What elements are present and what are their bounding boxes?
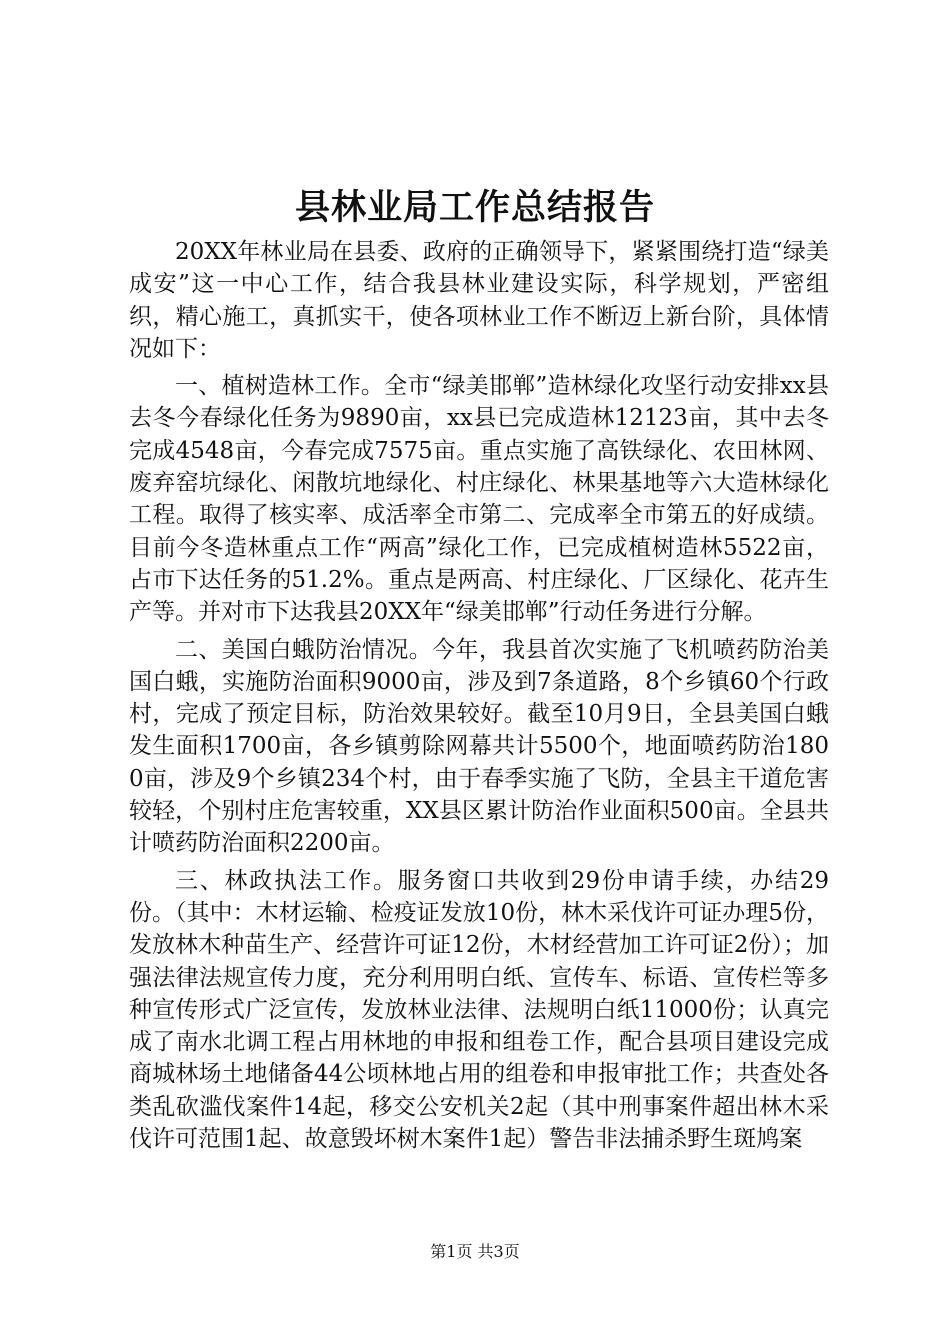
paragraph-pest-control: 二、美国白蛾防治情况。今年，我县首次实施了飞机喷药防治美国白蛾，实施防治面积9000亩，涉及到7条道路，8个乡镇60个行政村，完成了预定目标，防治效果较好。截至10月9日，全县美国白蛾发生面积1700亩，各乡镇剪除网幕共计5500个，地面喷药防治1800亩，涉及9个乡镇234个村，由于春季实施了飞防，全县主干道危害较轻，个别村庄危害较重，XX县区累计防治作业面积500亩。全县共计喷药防治面积2200亩。 — [129, 636, 829, 857]
document-title: 县林业局工作总结报告 — [294, 187, 655, 228]
paragraph-intro: 20XX年林业局在县委、政府的正确领导下，紧紧围绕打造“绿美成安”这一中心工作，结合我县林业建设实际，科学规划，严密组织，精心施工，真抓实干，使各项林业工作不断迈上新台阶，具体情况如下： — [129, 239, 829, 362]
paragraph-law-enforcement: 三、林政执法工作。服务窗口共收到29份申请手续，办结29份。（其中：木材运输、检疫证发放10份，林木采伐许可证办理5份，发放林木种苗生产、经营许可证12份，木材经营加工许可证2份）；加强法律法规宣传力度，充分利用明白纸、宣传车、标语、宣传栏等多种宣传形式广泛宣传，发放林业法律、法规明白纸11000份；认真完成了南水北调工程占用林地的申报和组卷工作，配合县项目建设完成商城林场土地储备44公顷林地占用的组卷和申报审批工作；共查处各类乱砍滥伐案件14起，移交公安机关2起（其中刑事案件超出林木采伐许可范围1起、故意毁坏树木案件1起）警告非法捕杀野生斑鸠案 — [129, 867, 829, 1153]
page-footer: 第1页 共3页 — [430, 1242, 520, 1261]
paragraph-afforestation: 一、植树造林工作。全市“绿美邯郸”造林绿化攻坚行动安排xx县去冬今春绿化任务为9890亩，xx县已完成造林12123亩，其中去冬完成4548亩，今春完成7575亩。重点实施了高铁绿化、农田林网、废弃窑坑绿化、闲散坑地绿化、村庄绿化、林果基地等六大造林绿化工程。取得了核实率、成活率全市第二、完成率全市第五的好成绩。目前今冬造林重点工作“两高”绿化工作，已完成植树造林5522亩，占市下达任务的51.2%。重点是两高、村庄绿化、厂区绿化、花卉生产等。并对市下达我县20XX年“绿美邯郸”行动任务进行分解。 — [129, 373, 829, 626]
document-body — [129, 236, 829, 1160]
